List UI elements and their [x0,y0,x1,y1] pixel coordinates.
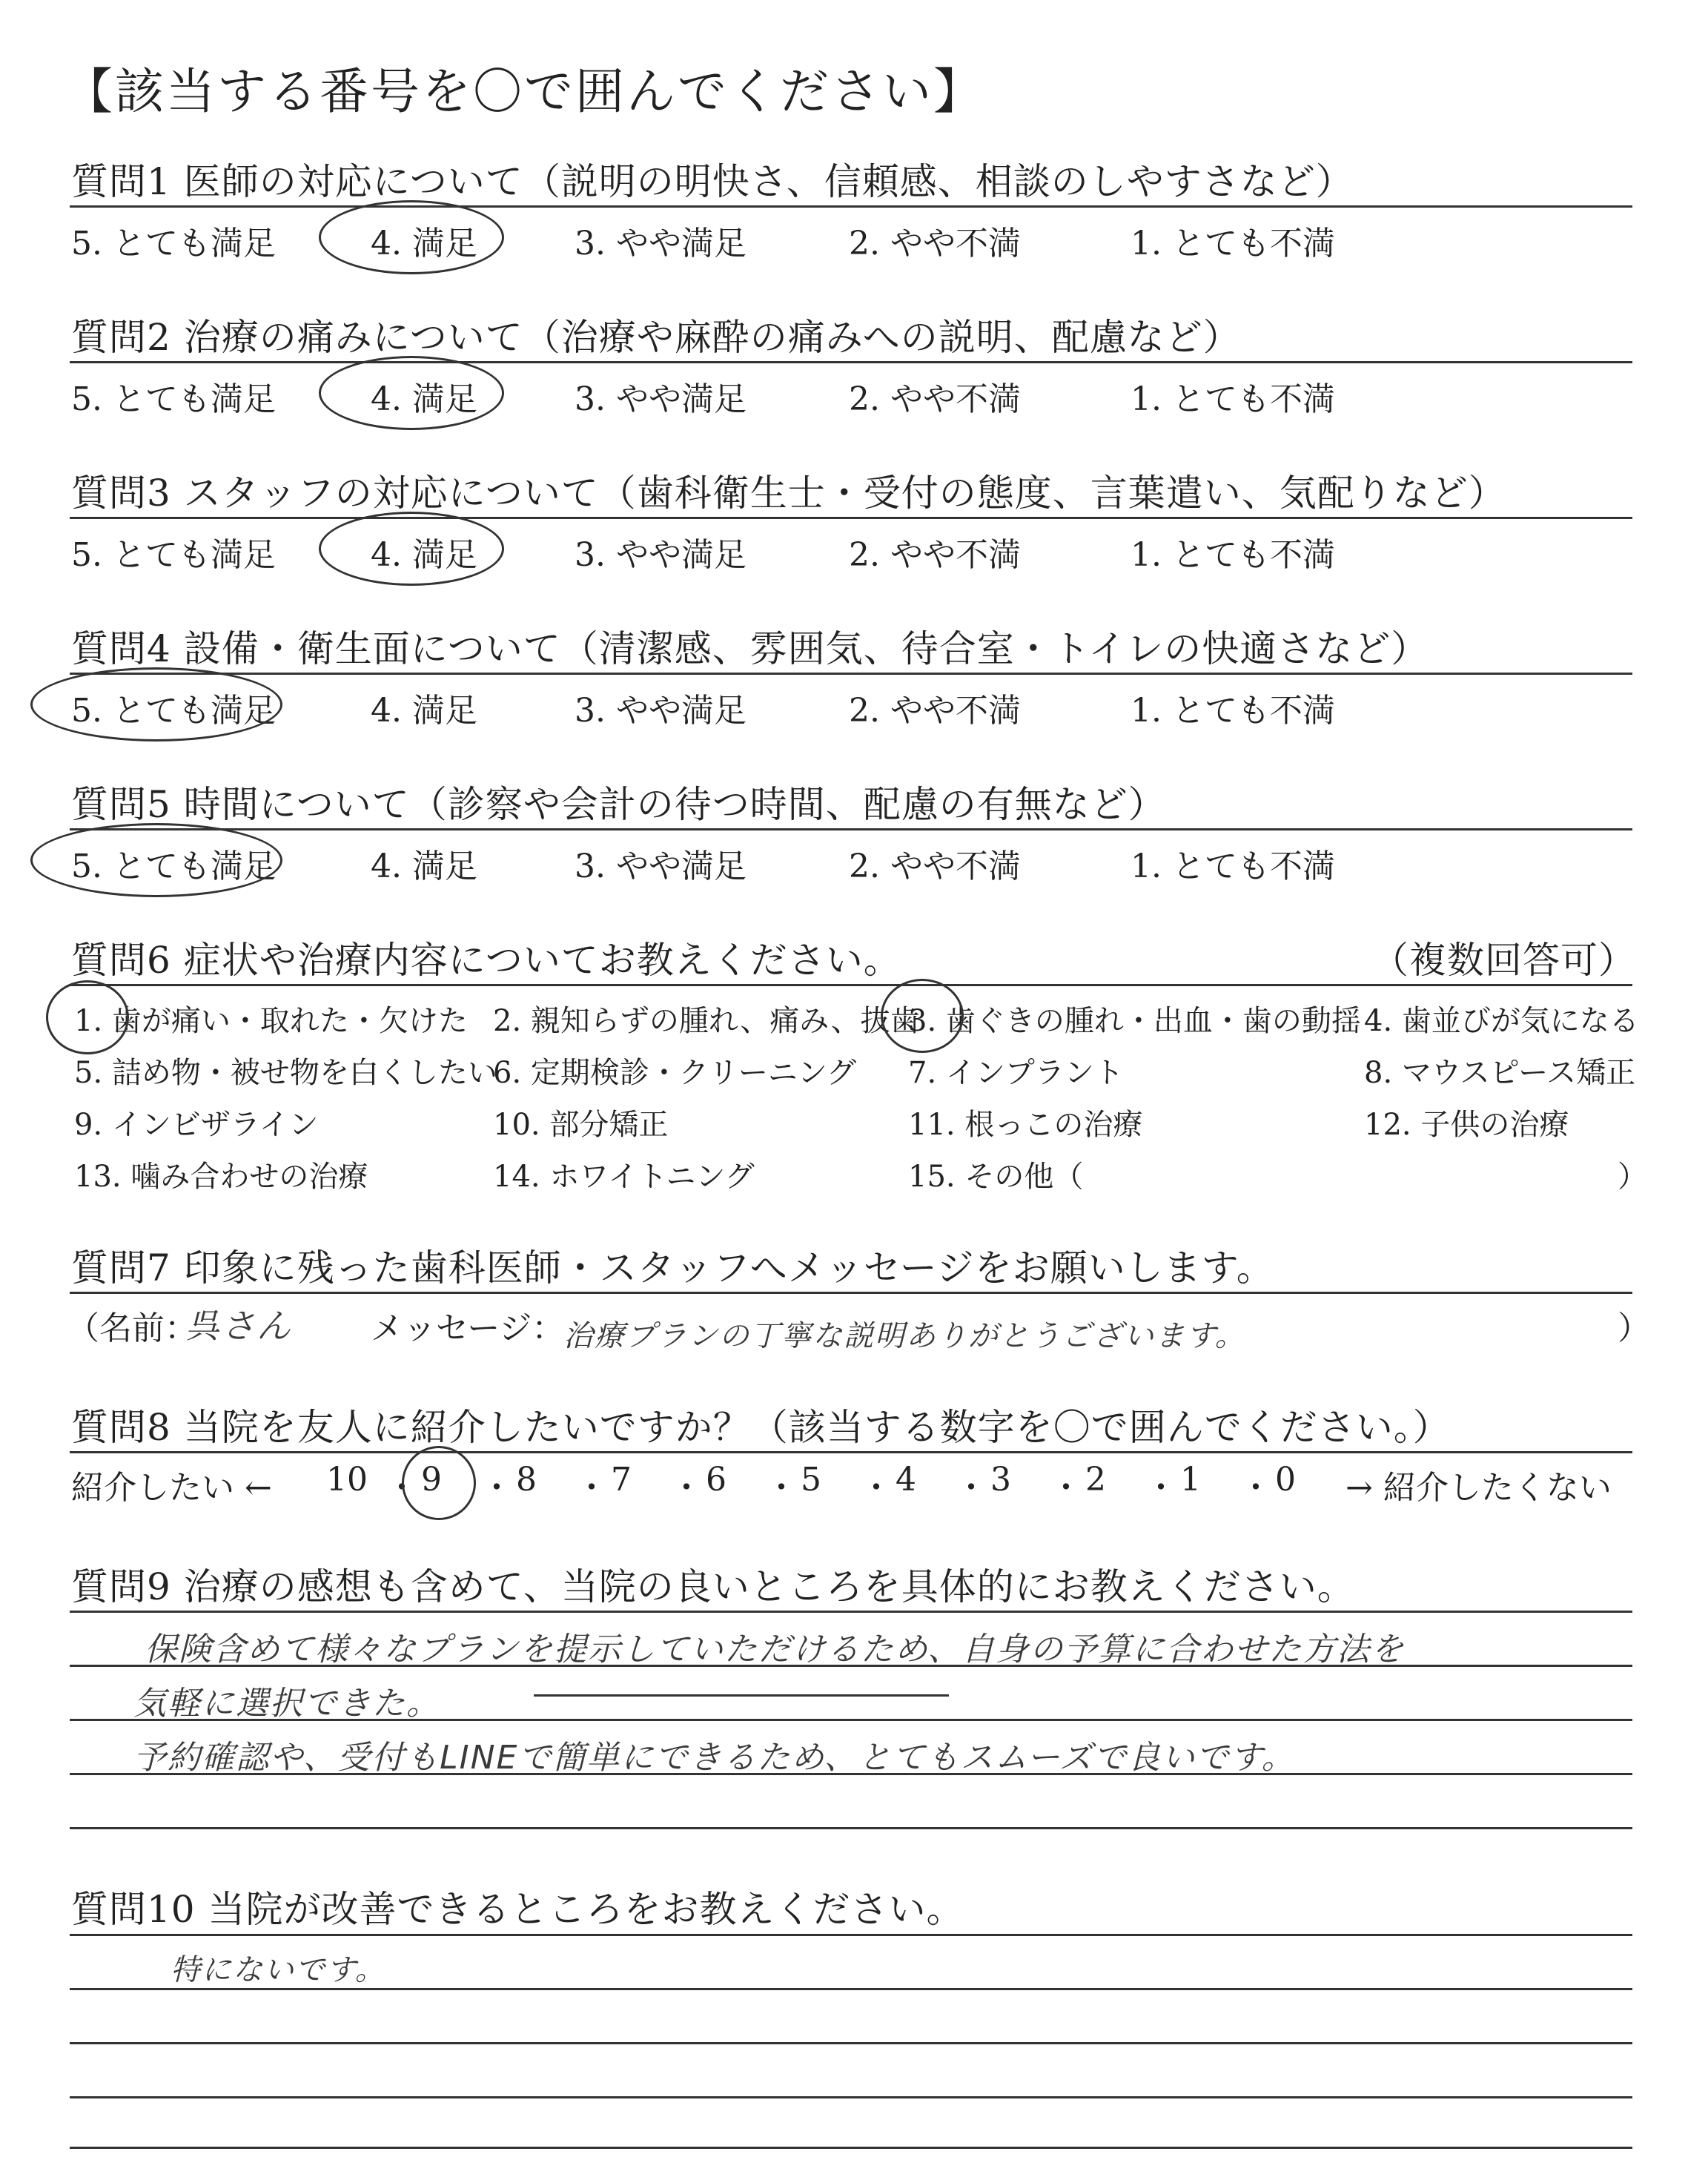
selection-circle [319,200,504,274]
answer-line [70,2042,1632,2044]
question-4-option-2[interactable]: 2. やや不満 [849,692,1021,730]
question-3-title: 質問3 スタッフの対応について（歯科衛生士・受付の態度、言葉遣い、気配りなど） [71,472,1506,515]
recommend-option-4[interactable]: 4 [896,1461,916,1499]
question-1-option-5[interactable]: 5. とても満足 [71,225,276,262]
symptom-option-7[interactable]: 7. インプラント [908,1056,1124,1090]
answer-line [70,1934,1632,1936]
question-4-option-5[interactable]: 5. とても満足 [71,692,276,730]
question-3-option-2[interactable]: 2. やや不満 [849,536,1021,574]
name-label: （名前： [67,1309,197,1347]
recommend-option-9[interactable]: 9 [421,1461,442,1499]
symptom-option-5[interactable]: 5. 詰め物・被せ物を白くしたい [74,1056,497,1090]
divider-line [70,1451,1632,1453]
selection-circle [46,980,129,1054]
answer-line [70,1827,1632,1829]
question-1-option-3[interactable]: 3. やや満足 [575,225,747,262]
message-handwritten: 治療プランの丁寧な説明ありがとうございます。 [563,1319,1246,1353]
strikethrough-mark [534,1694,949,1697]
question-5-title: 質問5 時間について（診察や会計の待つ時間、配慮の有無など） [71,783,1166,826]
question-2-option-4[interactable]: 4. 満足 [371,380,477,418]
question-6-note: （複数回答可） [1371,939,1636,982]
symptom-option-9[interactable]: 9. インビザライン [74,1108,319,1142]
question-2-option-3[interactable]: 3. やや満足 [575,380,747,418]
message-label: メッセージ： [371,1309,565,1347]
separator-dot: ・ [765,1469,798,1507]
divider-line [70,673,1632,675]
separator-dot: ・ [480,1469,513,1507]
question-4-option-1[interactable]: 1. とても不満 [1131,692,1335,730]
answer-line [70,2147,1632,2149]
separator-dot: ・ [385,1469,418,1507]
q10-answer-line-1: 特にないです。 [171,1953,386,1987]
q7-close-paren: ） [1618,1309,1650,1347]
page-heading: 【該当する番号を〇で囲んでください】 [64,63,984,120]
divider-line [70,1292,1632,1294]
question-8-title: 質問8 当院を友人に紹介したいですか？（該当する数字を〇で囲んでください。） [71,1406,1451,1449]
recommend-option-5[interactable]: 5 [801,1461,821,1499]
symptom-option-3[interactable]: 3. 歯ぐきの腫れ・出血・歯の動揺 [908,1004,1361,1038]
question-5-option-2[interactable]: 2. やや不満 [849,848,1021,885]
symptom-option-10[interactable]: 10. 部分矯正 [493,1108,669,1142]
name-handwritten: 呉さん [185,1306,292,1346]
symptom-option-1[interactable]: 1. 歯が痛い・取れた・欠けた [74,1004,468,1038]
q6-close-paren: ） [1618,1160,1647,1194]
symptom-option-15[interactable]: 15. その他（ [908,1160,1084,1194]
question-4-option-4[interactable]: 4. 満足 [371,692,477,730]
question-1-option-4[interactable]: 4. 満足 [371,225,477,262]
question-4-title: 質問4 設備・衛生面について（清潔感、雰囲気、待合室・トイレの快適さなど） [71,627,1429,670]
divider-line [70,984,1632,986]
question-3-option-4[interactable]: 4. 満足 [371,536,477,574]
selection-circle [881,979,964,1053]
separator-dot: ・ [1145,1469,1177,1507]
divider-line [70,205,1632,208]
question-5-option-5[interactable]: 5. とても満足 [71,848,276,885]
recommend-option-8[interactable]: 8 [516,1461,537,1499]
separator-dot: ・ [1050,1469,1082,1507]
q9-answer-line-3: 予約確認や、受付もLINEで簡単にできるため、とてもスムーズで良いです。 [133,1739,1296,1777]
answer-line [70,2096,1632,2098]
recommend-option-1[interactable]: 1 [1180,1461,1201,1499]
question-2-option-2[interactable]: 2. やや不満 [849,380,1021,418]
question-6-title: 質問6 症状や治療内容についてお教えください。 [71,939,901,982]
recommend-right-label: → 紹介したくない [1345,1469,1612,1507]
question-1-option-2[interactable]: 2. やや不満 [849,225,1021,262]
q9-answer-line-1: 保険含めて様々なプランを提示していただけるため、自身の予算に合わせた方法を [145,1631,1406,1668]
question-2-option-5[interactable]: 5. とても満足 [71,380,276,418]
answer-line [70,1611,1632,1613]
separator-dot: ・ [955,1469,987,1507]
question-7-title: 質問7 印象に残った歯科医師・スタッフへメッセージをお願いします。 [71,1246,1274,1289]
recommend-option-0[interactable]: 0 [1275,1461,1296,1499]
selection-circle [402,1446,476,1520]
question-4-option-3[interactable]: 3. やや満足 [575,692,747,730]
question-3-option-1[interactable]: 1. とても不満 [1131,536,1335,574]
question-10-title: 質問10 当院が改善できるところをお教えください。 [71,1888,964,1931]
question-9-title: 質問9 治療の感想も含めて、当院の良いところを具体的にお教えください。 [71,1565,1355,1608]
divider-line [70,828,1632,830]
symptom-option-14[interactable]: 14. ホワイトニング [493,1160,755,1194]
selection-circle [30,823,282,897]
separator-dot: ・ [860,1469,893,1507]
question-3-option-3[interactable]: 3. やや満足 [575,536,747,574]
selection-circle [30,667,282,742]
recommend-option-3[interactable]: 3 [990,1461,1011,1499]
symptom-option-13[interactable]: 13. 噛み合わせの治療 [74,1160,368,1194]
selection-circle [319,356,504,430]
symptom-option-11[interactable]: 11. 根っこの治療 [908,1108,1143,1142]
symptom-option-4[interactable]: 4. 歯並びが気になる [1364,1004,1639,1038]
question-5-option-3[interactable]: 3. やや満足 [575,848,747,885]
divider-line [70,517,1632,519]
selection-circle [319,512,504,586]
question-2-title: 質問2 治療の痛みについて（治療や麻酔の痛みへの説明、配慮など） [71,316,1241,359]
symptom-option-2[interactable]: 2. 親知らずの腫れ、痛み、抜歯 [493,1004,920,1038]
question-1-title: 質問1 医師の対応について（説明の明快さ、信頼感、相談のしやすさなど） [71,160,1354,203]
question-3-option-5[interactable]: 5. とても満足 [71,536,276,574]
recommend-option-7[interactable]: 7 [611,1461,632,1499]
q9-answer-line-2: 気軽に選択できた。 [133,1685,440,1723]
recommend-option-6[interactable]: 6 [706,1461,726,1499]
question-1-option-1[interactable]: 1. とても不満 [1131,225,1335,262]
question-2-option-1[interactable]: 1. とても不満 [1131,380,1335,418]
symptom-option-8[interactable]: 8. マウスピース矯正 [1364,1056,1636,1090]
recommend-option-2[interactable]: 2 [1085,1461,1106,1499]
symptom-option-6[interactable]: 6. 定期検診・クリーニング [493,1056,857,1090]
separator-dot: ・ [670,1469,703,1507]
divider-line [70,361,1632,363]
question-5-option-1[interactable]: 1. とても不満 [1131,848,1335,885]
recommend-left-label: 紹介したい ← [71,1469,272,1507]
question-5-option-4[interactable]: 4. 満足 [371,848,477,885]
separator-dot: ・ [1239,1469,1272,1507]
separator-dot: ・ [575,1469,608,1507]
symptom-option-12[interactable]: 12. 子供の治療 [1364,1108,1569,1142]
recommend-option-10[interactable]: 10 [326,1461,368,1499]
